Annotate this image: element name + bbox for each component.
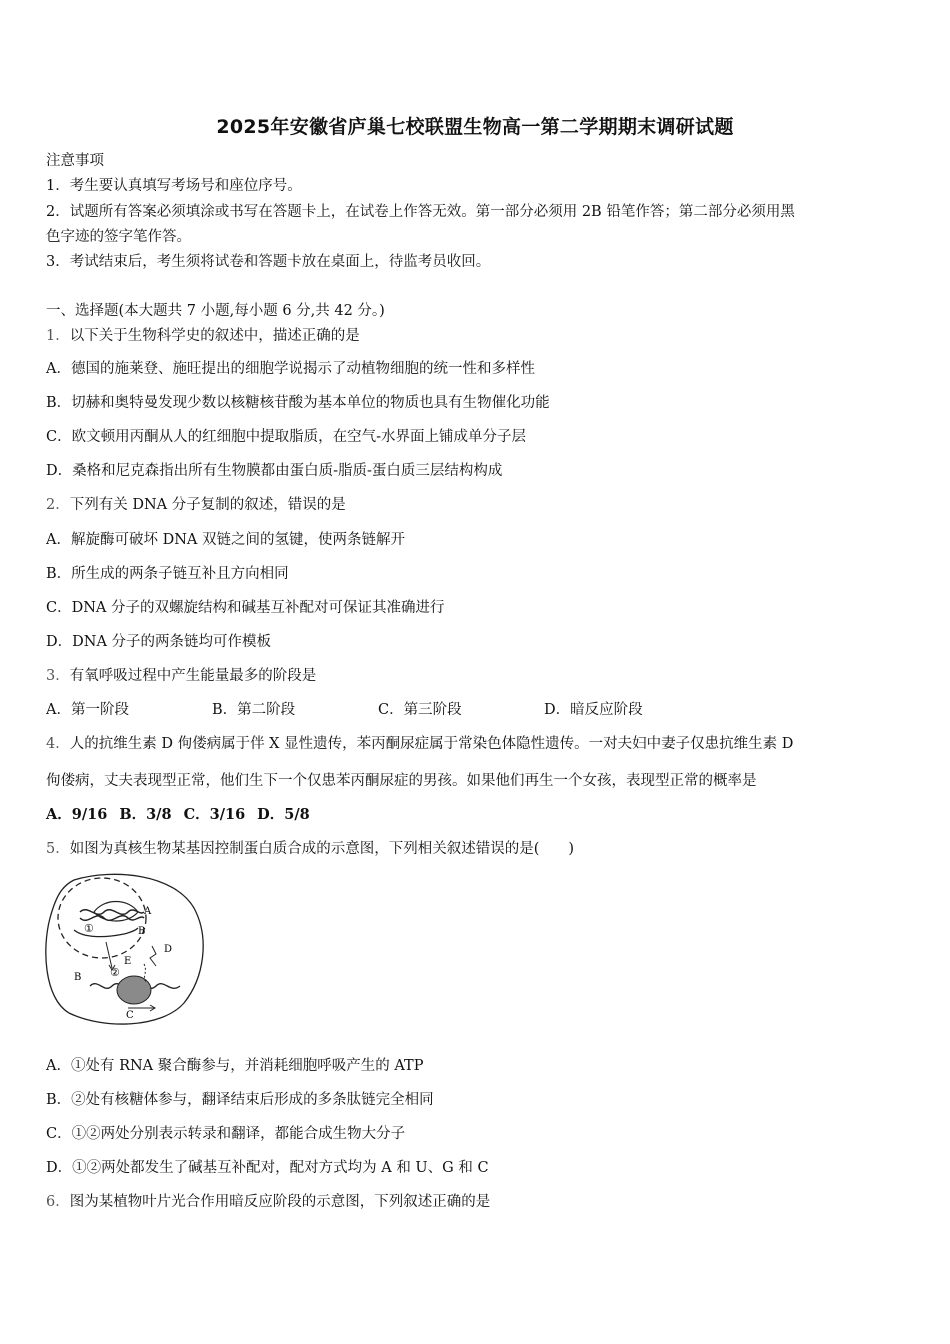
notice-item: 色字迹的签字笔作答。 (46, 229, 191, 245)
q3-option-a: A．第一阶段 (46, 702, 129, 718)
dna-strand (80, 916, 144, 921)
q1-option-b: B．切赫和奥特曼发现少数以核糖核苷酸为基本单位的物质也具有生物催化功能 (46, 395, 550, 411)
question-4-stem-cont: 佝偻病，丈夫表现型正常，他们生下一个仅患苯丙酮尿症的男孩。如果他们再生一个女孩，表现型正常的概率是 (46, 773, 757, 789)
question-4-stem (46, 734, 906, 754)
question-text: 图为某植物叶片光合作用暗反应阶段的示意图，下列叙述正确的是 (69, 1194, 491, 1210)
figure-label: D (164, 944, 173, 955)
q5-option-b: B．②处有核糖体参与，翻译结束后形成的多条肽链完全相同 (46, 1092, 434, 1108)
q5-option-a: A．①处有 RNA 聚合酶参与，并消耗细胞呼吸产生的 ATP (46, 1058, 424, 1074)
question-number: 2． (46, 497, 70, 513)
question-number: 4． (46, 736, 70, 752)
figure-label: C (126, 1010, 134, 1021)
q1-option-c: C．欧文顿用丙酮从人的红细胞中提取脂质，在空气-水界面上铺成单分子层 (46, 429, 526, 445)
figure-label: E (124, 956, 132, 967)
question-6-stem (46, 1192, 906, 1212)
notice-item: 1．考生要认真填写考场号和座位序号。 (46, 178, 302, 194)
q2-option-d: D．DNA 分子的两条链均可作模板 (46, 634, 272, 650)
notice-heading: 注意事项 (46, 153, 104, 169)
figure-label: B (74, 972, 82, 983)
question-number: 5． (46, 841, 70, 857)
question-5-stem (46, 839, 906, 859)
ribosome (117, 976, 151, 1004)
q3-option-d: D．暗反应阶段 (544, 702, 643, 718)
q4-option-a: A．9/16 (46, 806, 108, 823)
q3-option-b: B．第二阶段 (212, 702, 296, 718)
q4-options (46, 805, 906, 825)
question-text: 如图为真核生物某基因控制蛋白质合成的示意图，下列相关叙述错误的是( ) (69, 841, 575, 857)
question-number: 3． (46, 668, 70, 684)
q2-option-b: B．所生成的两条子链互补且方向相同 (46, 566, 289, 582)
figure-label: ② (110, 966, 120, 979)
question-text: 人的抗维生素 D 佝偻病属于伴 X 显性遗传，苯丙酮尿症属于常染色体隐性遗传。一对夫妇中妻子仅患抗维生素 D (69, 736, 794, 752)
question-2-stem (46, 495, 906, 515)
section-heading: 一、选择题(本大题共 7 小题,每小题 6 分,共 42 分。) (46, 303, 385, 319)
notice-item: 3．考试结束后，考生须将试卷和答题卡放在桌面上，待监考员收回。 (46, 254, 491, 270)
question-text: 下列有关 DNA 分子复制的叙述，错误的是 (69, 497, 346, 513)
transport-arrow (106, 942, 112, 968)
figure-label: B (138, 926, 146, 937)
page-title: 2025年安徽省庐巢七校联盟生物高一第二学期期末调研试题 (216, 116, 734, 138)
question-text: 以下关于生物科学史的叙述中，描述正确的是 (69, 328, 360, 344)
q4-option-b: B．3/8 (119, 806, 172, 823)
question-number: 1． (46, 328, 70, 344)
notice-item: 2．试题所有答案必须填涂或书写在答题卡上，在试卷上作答无效。第一部分必须用 2B 铅笔作答；第二部分必须用黑 (46, 204, 795, 220)
q5-option-c: C．①②两处分别表示转录和翻译，都能合成生物大分子 (46, 1126, 406, 1142)
question-text: 有氧呼吸过程中产生能量最多的阶段是 (69, 668, 317, 684)
q3-options (46, 700, 906, 720)
q4-option-d: D．5/8 (257, 806, 310, 823)
question-1-stem (46, 326, 906, 346)
q2-option-a: A．解旋酶可破坏 DNA 双链之间的氢键，使两条链解开 (46, 532, 405, 548)
q1-option-a: A．德国的施莱登、施旺提出的细胞学说揭示了动植物细胞的统一性和多样性 (46, 361, 535, 377)
trna-squiggle (150, 946, 156, 966)
gene-expression-diagram (44, 868, 206, 1028)
dna-strand (80, 910, 144, 915)
q2-option-c: C．DNA 分子的双螺旋结构和碱基互补配对可保证其准确进行 (46, 600, 445, 616)
question-3-stem (46, 666, 906, 686)
q3-option-c: C．第三阶段 (378, 702, 462, 718)
q4-option-c: C．3/16 (183, 806, 246, 823)
q1-option-d: D．桑格和尼克森指出所有生物膜都由蛋白质-脂质-蛋白质三层结构构成 (46, 463, 503, 479)
q5-option-d: D．①②两处都发生了碱基互补配对，配对方式均为 A 和 U、G 和 C (46, 1160, 489, 1176)
figure-label: A (144, 906, 152, 917)
figure-label: ① (84, 922, 94, 935)
question-number: 6． (46, 1194, 70, 1210)
